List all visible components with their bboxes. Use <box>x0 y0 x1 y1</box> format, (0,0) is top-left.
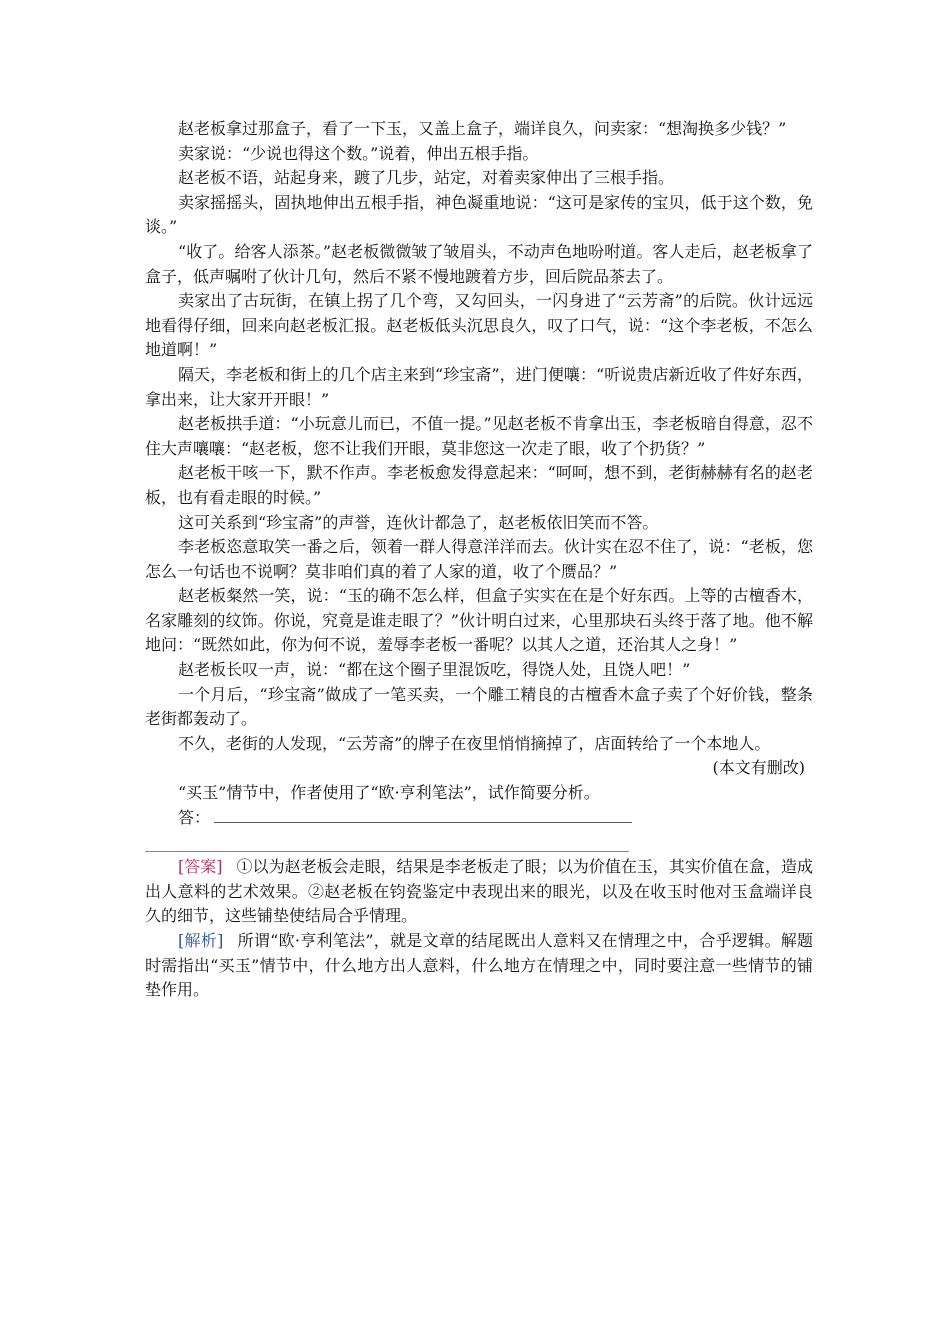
story-paragraph: 卖家说：“少说也得这个数。”说着，伸出五根手指。 <box>178 143 539 163</box>
answer-field[interactable] <box>145 806 813 831</box>
divider-line <box>145 851 629 852</box>
story-paragraph: 这可关系到“珍宝斋”的声誉，连伙计都急了，赵老板依旧笑而不答。 <box>178 512 659 532</box>
story-paragraph: 赵老板拱手道：“小玩意儿而已，不值一提。”见赵老板不肯拿出玉，李老板暗自得意，忍不住大声嚷嚷：“赵老板，您不让我们开眼，莫非您这一次走了眼，收了个扔货？” <box>145 414 813 458</box>
story-paragraph: 李老板恣意取笑一番之后，领着一群人得意洋洋而去。伙计实在忍不住了，说：“老板，您怎么一句话也不说啊？莫非咱们真的着了人家的道，收了个赝品？” <box>145 537 813 581</box>
story-paragraph: 卖家出了古玩街，在镇上拐了几个弯，又勾回头，一闪身进了“云芳斋”的后院。伙计远远地看得仔细，回来向赵老板汇报。赵老板低头沉思良久，叹了口气，说：“这个李老板，不怎么地道啊！” <box>145 291 813 360</box>
question-prompt: “买玉”情节中，作者使用了“欧·亨利笔法”，试作简要分析。 <box>178 783 600 803</box>
story-paragraph: “收了。给客人添茶。”赵老板微微皱了皱眉头，不动声色地吩咐道。客人走后，赵老板拿了盒子，低声嘱咐了伙计几句，然后不紧不慢地踱着方步，回后院品茶去了。 <box>145 241 813 286</box>
answer-section <box>145 855 813 929</box>
document-page <box>145 117 813 1003</box>
story-paragraph: 赵老板拿过那盒子，看了一下玉，又盖上盒子，端详良久，问卖家：“想淘换多少钱？” <box>178 119 787 138</box>
analysis-section <box>145 929 813 1003</box>
story-paragraph: 赵老板粲然一笑，说：“玉的确不怎么样，但盒子实实在在是个好东西。上等的古檀香木，名家雕刻的纹饰。你说，究竟是谁走眼了？”伙计明白过来，心里那块石头终于落了地。他不解地问：“既然如此，你为何不说，羞辱李老板一番呢？以其人之道，还治其人之身！” <box>145 586 813 655</box>
story-paragraph: 赵老板干咳一下，默不作声。李老板愈发得意起来：“呵呵，想不到，老街赫赫有名的赵老板，也有看走眼的时候。” <box>145 463 813 507</box>
analysis-tag: [解析] <box>178 931 224 950</box>
answer-blank-line[interactable] <box>214 808 632 823</box>
story-paragraph: 隔天，李老板和街上的几个店主来到“珍宝斋”，进门便嚷：“听说贵店新近收了件好东西，拿出来，让大家开开眼！” <box>145 364 813 409</box>
answer-label: 答： <box>178 807 211 827</box>
source-note: (本文有删改) <box>712 758 805 778</box>
answer-text: ①以为赵老板会走眼，结果是李老板走了眼；以为价值在玉，其实价值在盒，造成出人意料的艺术效果。②赵老板在钧瓷鉴定中表现出来的眼光，以及在收玉时他对玉盒端详良久的细节，这些铺垫使结局合乎情理。 <box>145 857 813 926</box>
story-paragraph: 卖家摇摇头，固执地伸出五根手指，神色凝重地说：“这可是家传的宝贝，低于这个数，免谈。” <box>145 192 813 237</box>
story-paragraph: 不久，老街的人发现，“云芳斋”的牌子在夜里悄悄摘掉了，店面转给了一个本地人。 <box>178 733 771 753</box>
story-paragraph: 赵老板长叹一声，说：“都在这个圈子里混饭吃，得饶人处，且饶人吧！” <box>178 660 691 680</box>
story-paragraph: 赵老板不语，站起身来，踱了几步，站定，对着卖家伸出了三根手指。 <box>178 168 675 188</box>
story-paragraph: 一个月后，“珍宝斋”做成了一笔买卖，一个雕工精良的古檀香木盒子卖了个好价钱，整条老街都轰动了。 <box>145 684 813 729</box>
analysis-text: 所谓“欧·亨利笔法”，就是文章的结尾既出人意料又在情理之中，合乎逻辑。解题时需指出“买玉”情节中，什么地方出人意料，什么地方在情理之中，同时要注意一些情节的铺垫作用。 <box>145 931 813 1000</box>
answer-tag: [答案] <box>178 857 223 877</box>
